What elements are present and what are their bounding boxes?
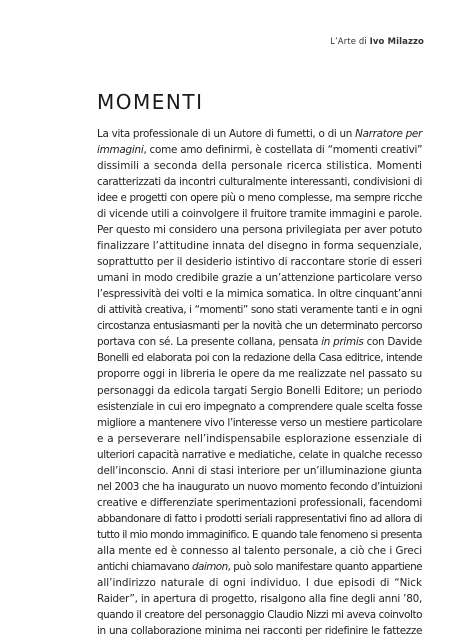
text-line bbox=[97, 543, 422, 559]
text-segment: alla mente ed è connesso al talento personale, a ciò che i Greci bbox=[97, 544, 422, 557]
text-segment: nel 2003 che ha inaugurato un nuovo momento fecondo d’intuizioni bbox=[97, 480, 422, 493]
text-segment: portava con sé. La presente collana, pensata bbox=[97, 336, 322, 349]
text-line bbox=[97, 222, 422, 238]
text-segment: La vita professionale di un Autore di fumetti, o di un bbox=[97, 128, 356, 140]
text-segment: abbandonare di fatto i prodotti seriali rappresentativi fino ad allora di bbox=[97, 512, 422, 525]
text-line bbox=[97, 479, 422, 495]
text-segment: di vicende utili a coinvolgere il fruitore tramite immagini e parole. bbox=[97, 208, 423, 221]
header-prefix: L’Arte di bbox=[330, 37, 370, 47]
text-line bbox=[97, 415, 422, 431]
text-segment: con Davide bbox=[363, 336, 422, 349]
text-line bbox=[97, 383, 422, 399]
text-segment: proporre oggi in libreria le opere da me realizzate nel passato su bbox=[97, 368, 422, 381]
text-line bbox=[97, 254, 422, 270]
running-header bbox=[330, 37, 424, 47]
text-segment: Raider”, in apertura di progetto, risalgono alla fine degli anni ’80, bbox=[97, 592, 422, 605]
text-line bbox=[97, 527, 422, 543]
text-segment: , come amo definirmi, è costellata di “momenti creativi” bbox=[143, 144, 423, 157]
chapter-title: MOMENTI bbox=[97, 90, 204, 114]
text-line bbox=[97, 623, 422, 639]
italic-text: in primis bbox=[321, 336, 364, 349]
text-segment: in una collaborazione minima nei racconti per ridefinire le fattezze bbox=[97, 624, 422, 637]
text-line bbox=[97, 126, 422, 142]
header-author: Ivo Milazzo bbox=[369, 37, 424, 47]
text-segment: personaggi da edicola targati Sergio Bonelli Editore; un periodo bbox=[97, 384, 422, 397]
text-line bbox=[97, 447, 422, 463]
text-segment: dell’inconscio. Anni di stasi interiore per un’illuminazione giunta bbox=[97, 464, 422, 477]
text-line bbox=[97, 350, 422, 366]
text-segment: creative e differenziate sperimentazioni professionali, facendomi bbox=[97, 496, 422, 509]
text-segment: antichi chiamavano bbox=[97, 560, 192, 573]
italic-text: daimon bbox=[192, 560, 228, 573]
text-segment: caratterizzati da incontri culturalmente interessanti, condivisioni di bbox=[97, 176, 422, 189]
text-segment: tutto il mio mondo immaginifico. E quando tale fenomeno si presenta bbox=[97, 528, 422, 541]
text-line bbox=[97, 318, 422, 334]
text-line bbox=[97, 366, 422, 382]
text-line bbox=[97, 238, 422, 254]
text-line bbox=[97, 463, 422, 479]
text-segment: idee e progetti con opere più o meno complesse, ma sempre ricche bbox=[97, 192, 422, 205]
text-line bbox=[97, 431, 422, 447]
text-line bbox=[97, 399, 422, 415]
text-line bbox=[97, 158, 422, 174]
text-line bbox=[97, 575, 422, 591]
text-segment: quando il creatore del personaggio Claudio Nizzi mi aveva coinvolto bbox=[97, 608, 422, 621]
text-line bbox=[97, 270, 422, 286]
text-segment: all’indirizzo naturale di ogni individuo. I due episodi di “Nick bbox=[97, 576, 422, 589]
text-line bbox=[97, 495, 422, 511]
text-line bbox=[97, 559, 422, 575]
text-segment: , può solo manifestare quanto appartiene bbox=[227, 560, 422, 573]
text-line bbox=[97, 591, 422, 607]
text-segment: umani in modo credibile grazie a un’attenzione particolare verso bbox=[97, 272, 422, 285]
text-line bbox=[97, 142, 422, 158]
text-segment: Per questo mi considero una persona privilegiata per aver potuto bbox=[97, 224, 422, 237]
text-segment: Bonelli ed elaborata poi con la redazione della Casa editrice, intende bbox=[97, 352, 422, 365]
text-line bbox=[97, 511, 422, 527]
text-segment: l’espressività dei volti e la mimica somatica. In oltre cinquant’anni bbox=[97, 288, 422, 301]
text-segment: circostanza entusiasmanti per la novità che un determinato percorso bbox=[97, 320, 422, 333]
text-line bbox=[97, 174, 422, 190]
text-segment: migliore a mantenere vivo l’interesse verso un mestiere particolare bbox=[97, 416, 422, 429]
text-segment: finalizzare l’attitudine innata del disegno in forma sequenziale, bbox=[97, 240, 422, 253]
text-segment: dissimili a seconda della personale ricerca stilistica. Momenti bbox=[97, 160, 422, 173]
text-line bbox=[97, 206, 422, 222]
text-line bbox=[97, 286, 422, 302]
text-line bbox=[97, 607, 422, 623]
text-segment: ulteriori capacità narrative e mediatiche, celate in qualche recesso bbox=[97, 448, 422, 461]
text-line bbox=[97, 334, 422, 350]
text-segment: esistenziale in cui ero impegnato a comprendere quale scelta fosse bbox=[97, 400, 422, 413]
italic-text: Narratore per bbox=[355, 128, 422, 140]
body-text bbox=[97, 126, 422, 639]
italic-text: immagini bbox=[97, 144, 144, 157]
text-segment: soprattutto per il desiderio istintivo di raccontare storie di esseri bbox=[97, 256, 422, 269]
text-segment: e a perseverare nell’indispensabile esplorazione essenziale di bbox=[97, 432, 422, 445]
text-segment: di attività creativa, i “momenti” sono stati veramente tanti e in ogni bbox=[97, 304, 422, 317]
text-line bbox=[97, 190, 422, 206]
text-line bbox=[97, 302, 422, 318]
